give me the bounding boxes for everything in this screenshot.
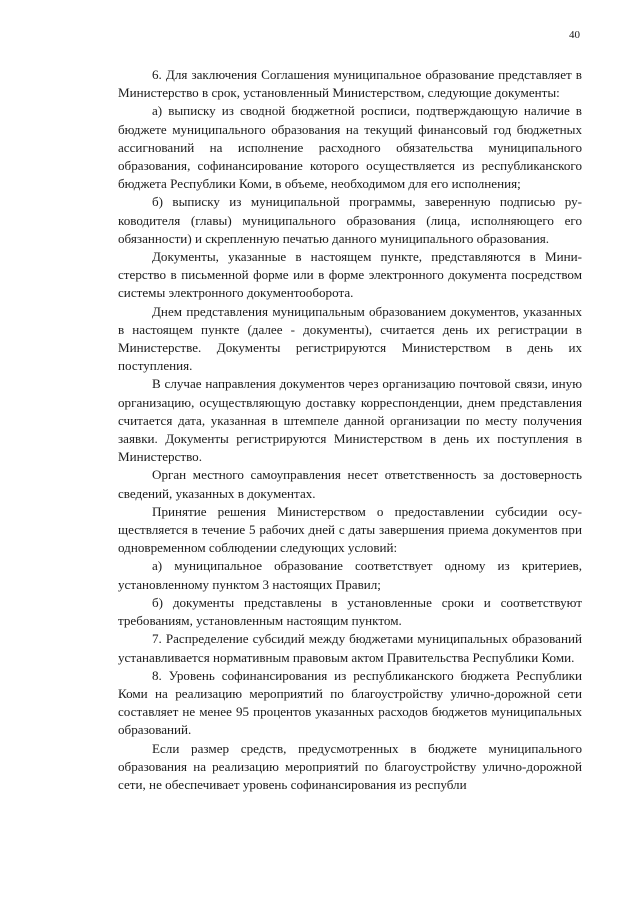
paragraph-condition-b: б) документы представлены в установленные сроки и соответствуют требованиям, установленным настоящим пунктом. — [118, 594, 582, 629]
paragraph-documents-form: Документы, указанные в настоящем пункте, представляются в Министерство в письменной форме или в форме электронного документа посредством системы электронного документооборота. — [118, 249, 582, 301]
paragraph-decision: Принятие решения Министерством о предоставлении субсидии осуществляется в течение 5 рабочих дней с даты завершения приема документов при одновременном соблюдении следующих условий: — [118, 503, 582, 556]
paragraph-7: 7. Распределение субсидий между бюджетами муниципальных образований устанавливается нормативным правовым актом Правительства Республики Коми. — [118, 631, 582, 665]
paragraph-6-intro: 6. Для заключения Соглашения муниципальное образование представляет в Министерство в срок, установленный Министерством, следующие документы: — [118, 67, 582, 101]
document-body — [118, 66, 582, 794]
paragraph-postal-delivery: В случае направления документов через организацию почтовой связи, иную организацию, осуществляющую доставку корреспонденции, днем представления считается дата, указанная в штемпеле данной организации по месту получения заявки. Документы регистрируются Министерством в день их поступления в Министерство. — [118, 376, 582, 465]
paragraph-6-item-b: б) выписку из муниципальной программы, заверенную подписью руководителя (главы) муниципального образования (лица, исполняющего его обязанности) и скрепленную печатью данного муниципального образования. — [118, 194, 582, 246]
page-number: 40 — [569, 29, 580, 41]
paragraph-responsibility: Орган местного самоуправления несет ответственность за достоверность сведений, указанных в документах. — [118, 467, 582, 501]
paragraph-8-continued: Если размер средств, предусмотренных в бюджете муниципального образования на реализацию мероприятий по благоустройству улично-дорожной сети, не обеспечивает уровень софинансирования из республи — [118, 740, 582, 792]
paragraph-8: 8. Уровень софинансирования из республиканского бюджета Республики Коми на реализацию мероприятий по благоустройству улично-дорожной сети составляет не менее 95 процентов указанных расходов бюджетов муниципальных образований. — [118, 667, 582, 738]
paragraph-condition-a: а) муниципальное образование соответствует одному из критериев, установленному пунктом 3 настоящих Правил; — [118, 558, 582, 592]
paragraph-6-item-a: а) выписку из сводной бюджетной росписи, подтверждающую наличие в бюджете муниципального образования на текущий финансовый год бюджетных ассигнований на исполнение расходного обязательства муниципального образования, софинансирование которого осуществляется из республиканского бюджета Республики Коми, в объеме, необходимом для его исполнения; — [118, 103, 582, 192]
paragraph-submission-day: Днем представления муниципальным образованием документов, указанных в настоящем пункте (далее - документы), считается день их регистрации в Министерстве. Документы регистрируются Министерством в день их поступления. — [118, 303, 582, 374]
